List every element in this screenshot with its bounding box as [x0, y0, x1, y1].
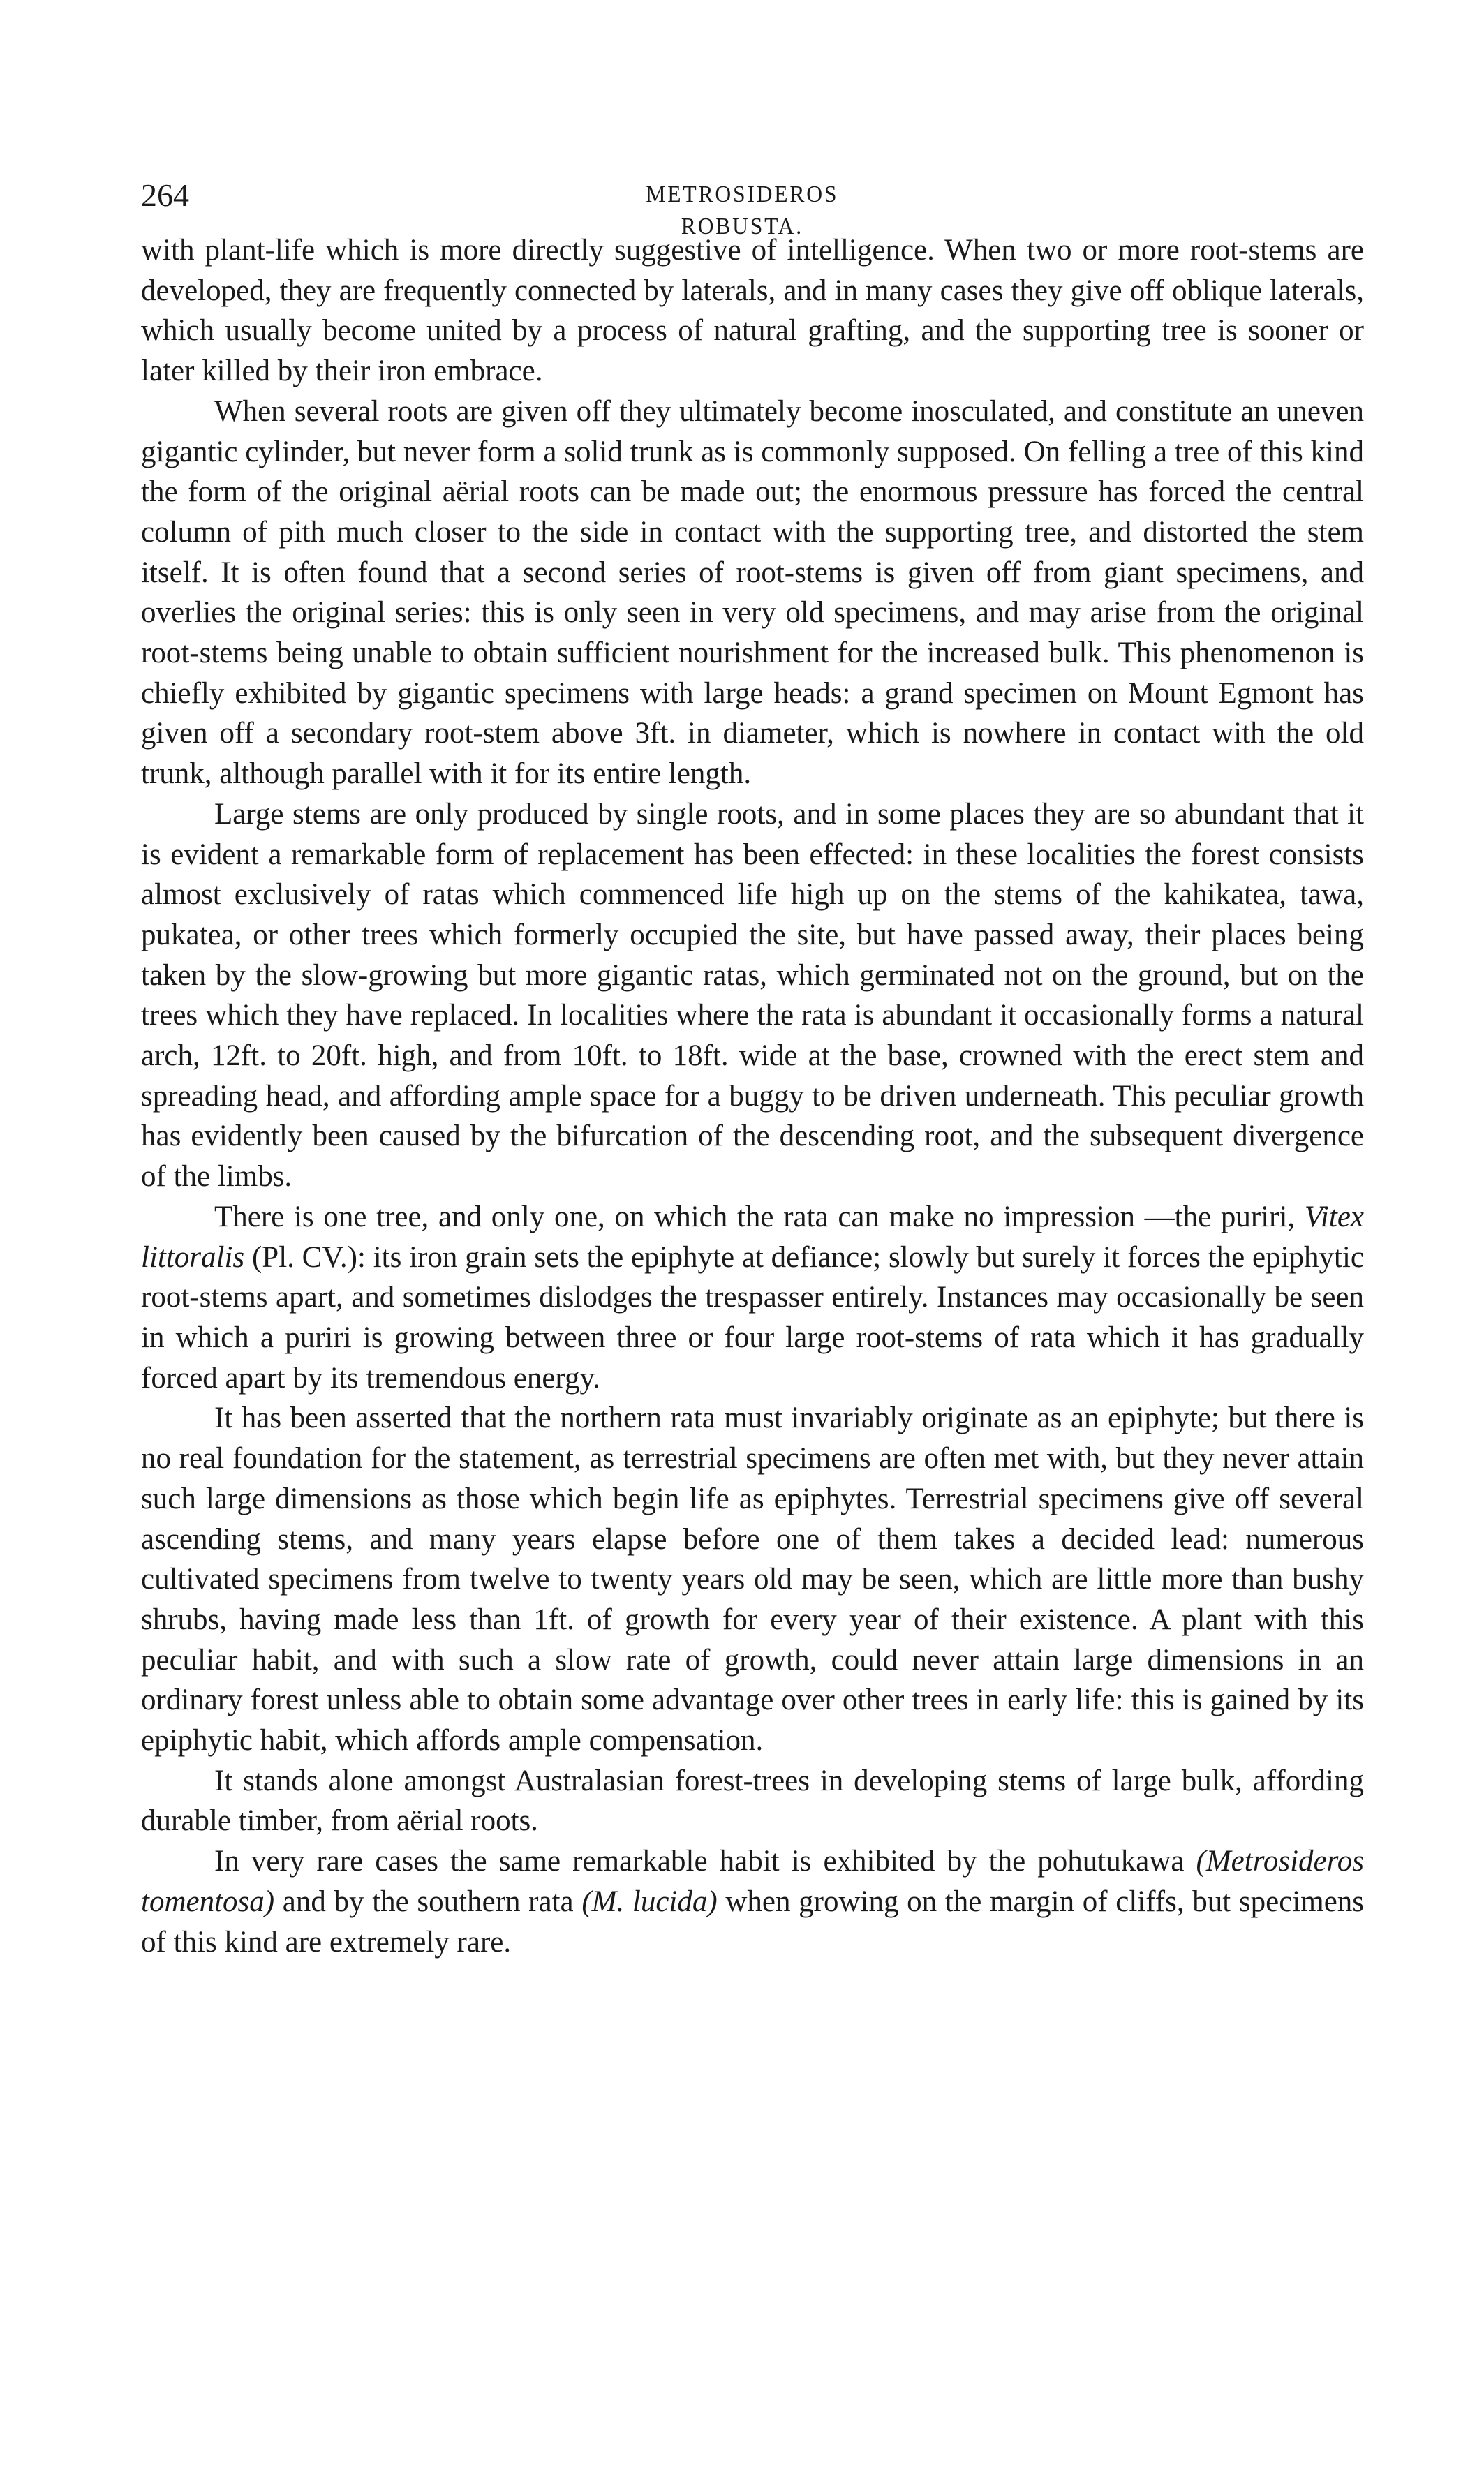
paragraph-2: [141, 392, 1364, 794]
paragraph-text: There is one tree, and only one, on which the rata can make no impression —the puriri,: [214, 1200, 1305, 1233]
paragraph-text: with plant-life which is more directly suggestive of intelligence. When two or more root-stems are developed, they are frequently connected by laterals, and in many cases they give off oblique laterals, which usually become united by a process of natural grafting, and the supporting tree is sooner or later killed by their iron embrace.: [141, 234, 1364, 388]
paragraph-text: It stands alone amongst Australasian forest-trees in developing stems of large bulk, affording durable timber, from aërial roots.: [141, 1764, 1364, 1838]
species-name-tomentosa: (Metrosideros tomentosa): [141, 1845, 1364, 1918]
paragraph-text: It has been asserted that the northern rata must invariably originate as an epiphyte; but there is no real foundation for the statement, as terrestrial specimens are often met with, but they never attain such large dimensions as those which begin life as epiphytes. Terrestrial specimens give off several ascending stems, and many years elapse before one of them takes a decided lead: numerous cultivated specimens from twelve to twenty years old may be seen, which are little more than bushy shrubs, having made less than 1ft. of growth for every year of their existence. A plant with this peculiar habit, and with such a slow rate of growth, could never attain large dimensions in an ordinary forest unless able to obtain some advantage over other trees in early life: this is gained by its epiphytic habit, which affords ample compensation.: [141, 1402, 1364, 1758]
body-text: [141, 230, 1364, 1962]
paragraph-text: (Pl. CV.): its iron grain sets the epiphyte at defiance; slowly but surely it forces the epiphytic root-stems apart, and sometimes dislodges the trespasser entirely. Instances may occasionally be seen in which a puriri is growing between three or four large root-stems of rata which it has gradually forced apart by its tremendous energy.: [141, 1240, 1364, 1395]
species-name-lucida: (M. lucida): [581, 1885, 718, 1918]
paragraph-text: and by the southern rata: [274, 1885, 582, 1918]
paragraph-text: When several roots are given off they ultimately become inosculated, and constitute an uneven gigantic cylinder, but never form a solid trunk as is commonly supposed. On felling a tree of this kind the form of the original aërial roots can be made out; the enormous pressure has forced the central column of pith much closer to the side in contact with the supporting tree, and distorted the stem itself. It is often found that a second series of root-stems is given off from giant specimens, and overlies the original series: this is only seen in very old specimens, and may arise from the original root-stems being unable to obtain sufficient nourishment for the increased bulk. This phenomenon is chiefly exhibited by gigantic specimens with large heads: a grand specimen on Mount Egmont has given off a secondary root-stem above 3ft. in diameter, which is nowhere in contact with the old trunk, although parallel with it for its entire length.: [141, 394, 1364, 791]
paragraph-6: [141, 1761, 1364, 1841]
running-head-title: METROSIDEROS ROBUSTA.: [646, 181, 839, 239]
paragraph-text: when growing on the margin of cliffs, but specimens of this kind are extremely rare.: [141, 1885, 1365, 1959]
paragraph-3: [141, 794, 1364, 1197]
paragraph-1: [141, 230, 1364, 392]
paragraph-5: [141, 1398, 1364, 1760]
species-name-vitex: Vitex littoralis: [141, 1200, 1364, 1274]
paragraph-text: Large stems are only produced by single roots, and in some places they are so abundant that it is evident a remarkable form of replacement has been effected: in these localities the forest consists almost exclusively of ratas which commenced life high up on the stems of the kahikatea, tawa, pukatea, or other trees which formerly occupied the site, but have passed away, their places being taken by the slow-growing but more gigantic ratas, which germinated not on the ground, but on the trees which they have replaced. In localities where the rata is abundant it occasionally forms a natural arch, 12ft. to 20ft. high, and from 10ft. to 18ft. wide at the base, crowned with the erect stem and spreading head, and affording ample space for a buggy to be driven underneath. This peculiar growth has evidently been caused by the bifurcation of the descending root, and the subsequent divergence of the limbs.: [141, 797, 1364, 1194]
paragraph-text: In very rare cases the same remarkable habit is exhibited by the pohutukawa: [214, 1845, 1196, 1878]
paragraph-4: [141, 1197, 1364, 1399]
paragraph-7: [141, 1841, 1364, 1962]
page-number: 264: [141, 177, 189, 213]
